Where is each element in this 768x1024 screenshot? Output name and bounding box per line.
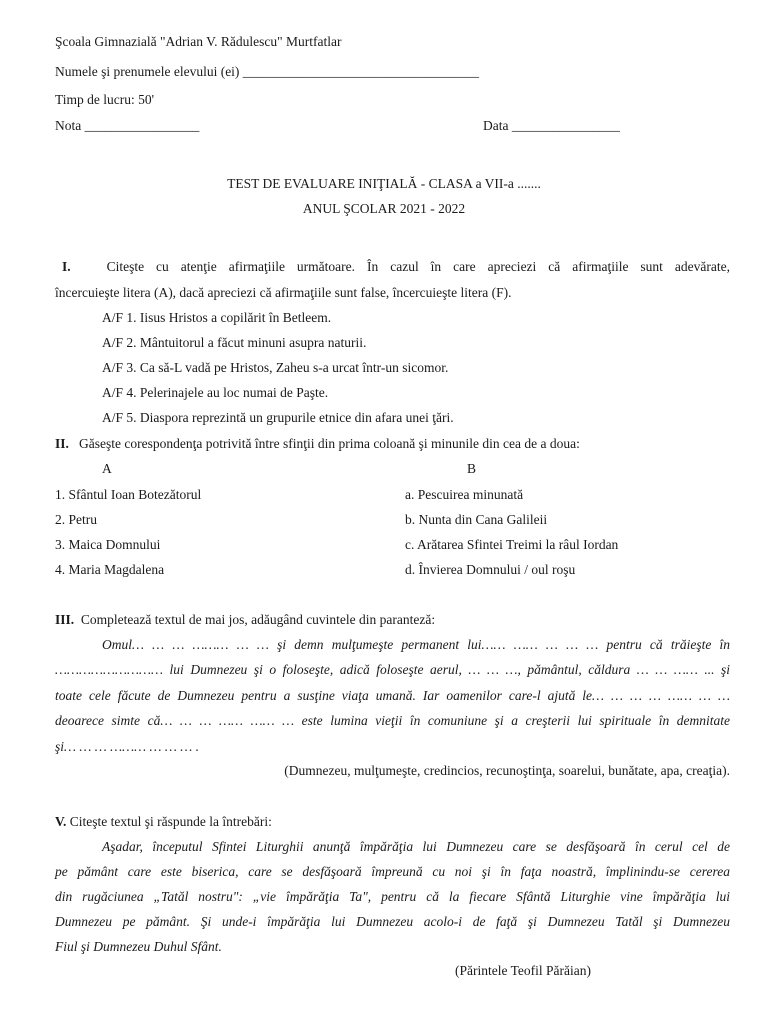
test-title: TEST DE EVALUARE INIŢIALĂ - CLASA a VII-a .......	[227, 176, 541, 191]
grade-field: Nota _________________	[55, 118, 200, 133]
statement-4: A/F 4. Pelerinajele au loc numai de Paşte.	[102, 385, 329, 400]
section-5-number: V.	[55, 814, 67, 829]
reading-text-line: Dumnezeu pe pământ. Şi unde-i împărăţia lui Dumnezeu acolo-i de faţă şi Dumnezeu Tatăl şi Dumnezeu	[55, 914, 730, 929]
reading-text-line: Fiul şi Dumnezeu Duhul Sfânt.	[55, 939, 222, 954]
saint-item: 2. Petru	[55, 512, 97, 527]
fill-in-text-line: deoarece simte că… … … …… …… … este lumina vieţii în comuniune şi a creşterii lui spirituale în demnitate	[55, 713, 730, 728]
fill-in-text-line: şi… … … ……… … … … .	[55, 739, 200, 754]
school-name: Şcoala Gimnazială "Adrian V. Rădulescu" Murtfatlar	[55, 34, 342, 49]
section-1-instruction-line2: încercuieşte litera (A), dacă apreciezi că afirmaţiile sunt false, încercuieşte litera (F).	[55, 285, 512, 300]
fill-in-text-line: toate cele făcute de Dumnezeu pentru a susţine viaţa umană. Iar oamenilor care-l ajută le… … … … …… … …	[55, 688, 730, 703]
statement-2: A/F 2. Mântuitorul a făcut minuni asupra naturii.	[102, 335, 367, 350]
text-author: (Părintele Teofil Părăian)	[455, 963, 592, 978]
miracle-item: a. Pescuirea minunată	[405, 487, 524, 502]
statement-1: A/F 1. Iisus Hristos a copilărit în Betleem.	[102, 310, 332, 325]
column-a-heading: A	[102, 461, 112, 476]
time-limit: Timp de lucru: 50'	[55, 92, 155, 107]
section-1-instruction	[55, 259, 730, 275]
school-year: ANUL ŞCOLAR 2021 - 2022	[302, 201, 466, 216]
column-b-heading: B	[467, 461, 477, 476]
section-1-number: I.	[62, 259, 71, 274]
section-5-instruction: V. Citeşte textul şi răspunde la întrebări:	[55, 814, 272, 829]
statement-5: A/F 5. Diaspora reprezintă un grupurile etnice din afara unei ţări.	[102, 410, 454, 425]
section-3-instruction: III. Completează textul de mai jos, adăugând cuvintele din paranteză:	[55, 612, 436, 627]
fill-in-text-line: ……………………… lui Dumnezeu şi o foloseşte, adică foloseşte aerul, … … …, pământul, căldura … … …… ... şi	[55, 662, 730, 677]
date-field: Data ________________	[483, 118, 620, 133]
reading-text-line: din rugăciunea „Tatăl nostru": „vie împărăţia Ta", pentru că la fiecare Sfântă Liturghie vine împărăţia lui	[55, 889, 730, 904]
word-bank: (Dumnezeu, mulţumeşte, credincios, recunoştinţa, soarelui, bunătate, apa, creaţia).	[284, 763, 730, 778]
miracle-item: c. Arătarea Sfintei Treimi la râul Iordan	[405, 537, 619, 552]
section-2-number: II.	[55, 436, 69, 451]
fill-in-text-line: Omul… … … ……… … … şi demn mulţumeşte permanent lui…… …… … … … pentru că trăieşte în	[102, 637, 730, 652]
student-name-field: Numele şi prenumele elevului (ei) ___________________________________	[55, 64, 480, 79]
miracle-item: d. Învierea Domnului / oul roşu	[405, 562, 576, 577]
reading-text-line: pe pământ care este biserica, care se desfăşoară împreună cu noi şi în faţa noastră, împlinindu-se cererea	[55, 864, 730, 879]
miracle-item: b. Nunta din Cana Galileii	[405, 512, 548, 527]
section-2-instruction: II. Găseşte corespondenţa potrivită între sfinţii din prima coloană şi minunile din cea de a doua:	[55, 436, 580, 451]
section-1-instruction-line1: Citeşte cu atenţie afirmaţiile următoare. În cazul în care apreciezi că afirmaţiile sunt adevărate,	[106, 259, 730, 274]
statement-3: A/F 3. Ca să-L vadă pe Hristos, Zaheu s-a urcat într-un sicomor.	[102, 360, 449, 375]
saint-item: 3. Maica Domnului	[55, 537, 161, 552]
reading-text-line: Aşadar, începutul Sfintei Liturghii anunţă împărăţia lui Dumnezeu care se desfăşoară în cerul cel de	[102, 839, 730, 854]
section-3-number: III.	[55, 612, 75, 627]
saint-item: 1. Sfântul Ioan Botezătorul	[55, 487, 202, 502]
saint-item: 4. Maria Magdalena	[55, 562, 165, 577]
